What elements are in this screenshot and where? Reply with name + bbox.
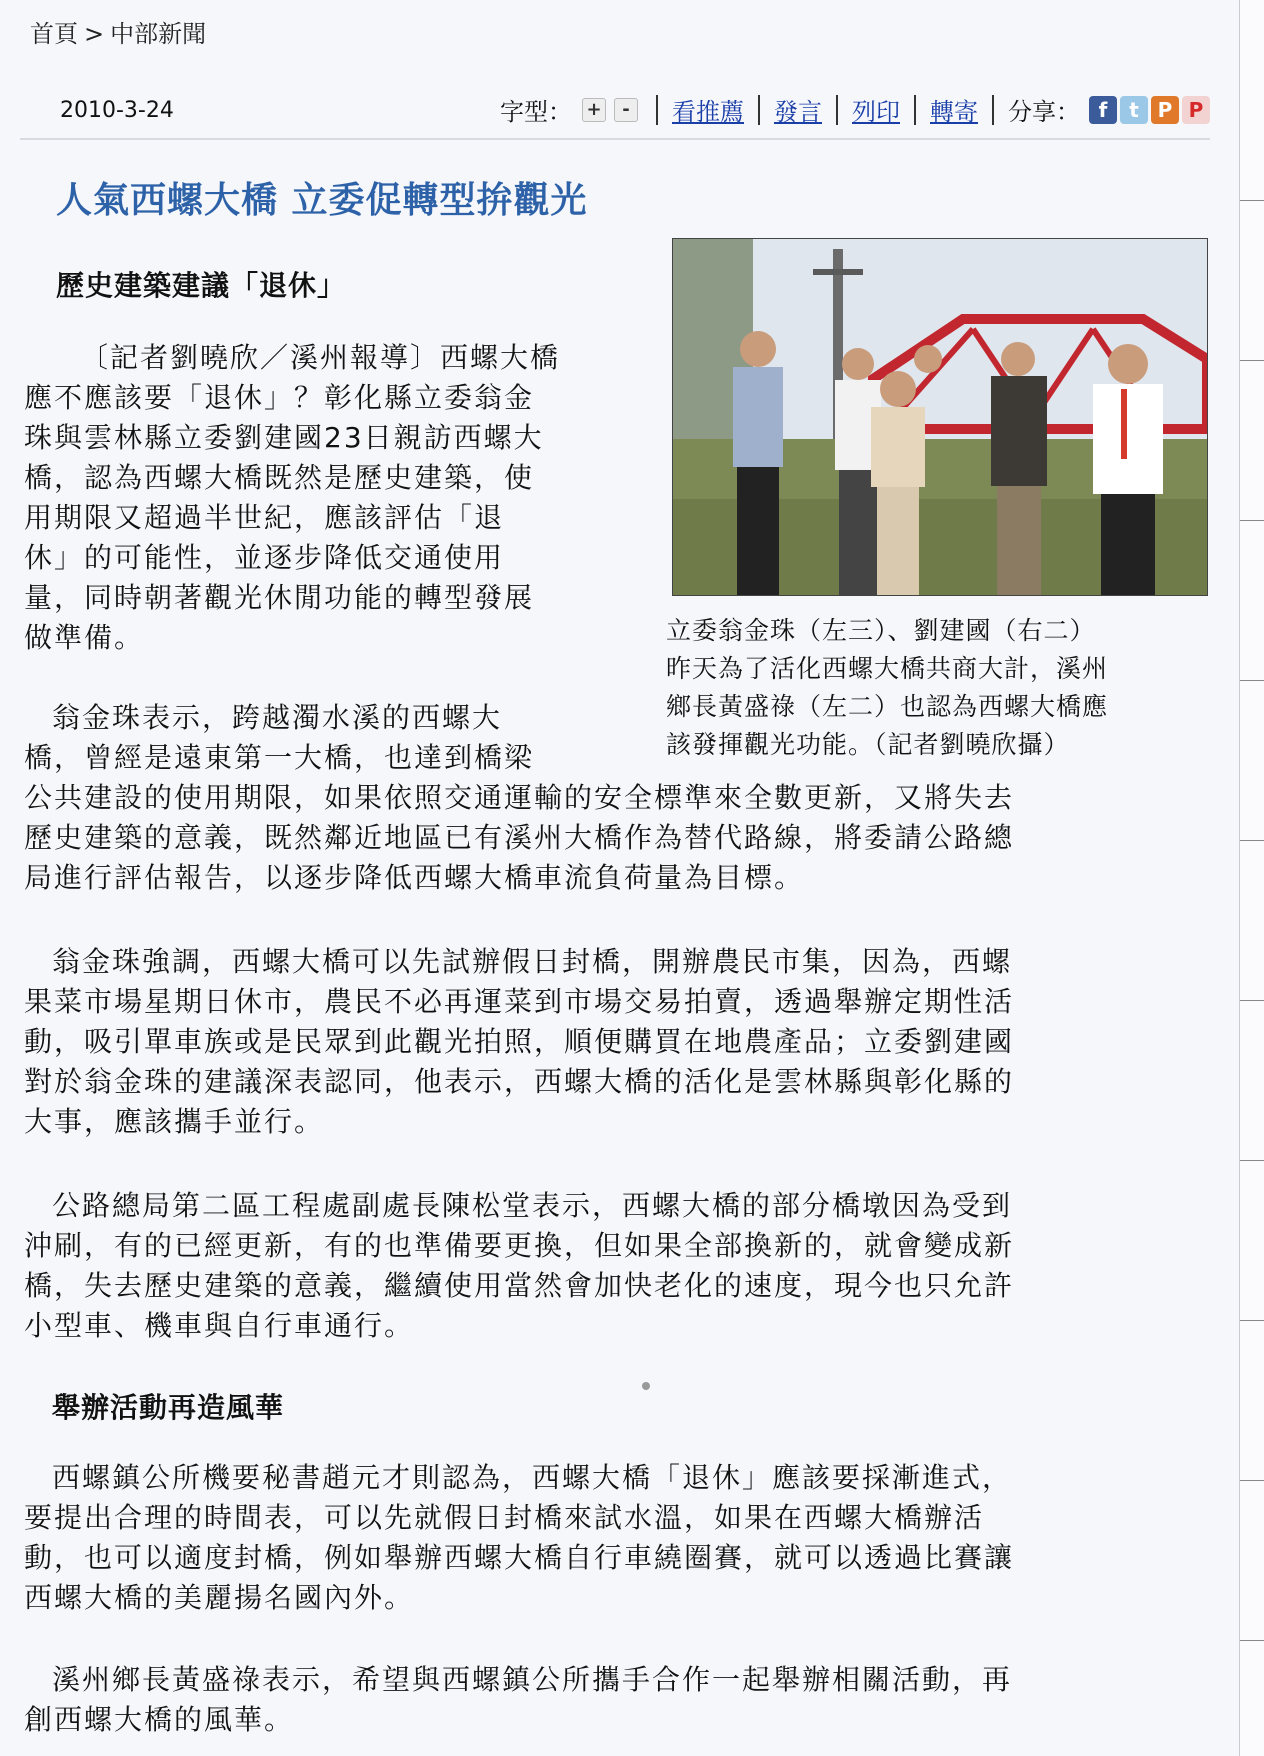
text-line: 對於翁金珠的建議深表認同，他表示，西螺大橋的活化是雲林縣與彰化縣的	[24, 1065, 1015, 1098]
text-line: 珠與雲林縣立委劉建國23日親訪西螺大	[24, 421, 544, 454]
edge-tick	[1240, 1320, 1264, 1321]
text-line: 歷史建築的意義，既然鄰近地區已有溪州大橋作為替代路線，將委請公路總	[24, 821, 1015, 854]
text-line: 沖刷，有的已經更新，有的也準備要更換，但如果全部換新的，就會變成新	[24, 1229, 1015, 1262]
p-icon[interactable]: P	[1182, 96, 1210, 124]
paragraph-1	[24, 338, 560, 658]
recommend-link[interactable]: 看推薦	[672, 98, 744, 126]
header-divider	[20, 138, 1210, 140]
page-edge-margin	[1239, 0, 1264, 1756]
text-line: 休」的可能性，並逐步降低交通使用	[24, 541, 505, 574]
text-line: 做準備。	[24, 621, 145, 654]
edge-tick	[1240, 520, 1264, 521]
text-line: 應不應該要「退休」？彰化縣立委翁金	[24, 381, 535, 414]
text-line: 動，也可以適度封橋，例如舉辦西螺大橋自行車繞圈賽，就可以透過比賽讓	[24, 1541, 1015, 1574]
subheading-2: 舉辦活動再造風華	[52, 1391, 285, 1424]
caption-line: 立委翁金珠（左三）、劉建國（右二）	[666, 616, 1096, 645]
comment-link[interactable]: 發言	[774, 98, 822, 126]
toolbar-divider	[836, 95, 838, 125]
edge-tick	[1240, 360, 1264, 361]
twitter-icon[interactable]: t	[1120, 96, 1148, 124]
paragraph-2	[24, 698, 1014, 898]
breadcrumb-separator: >	[84, 20, 105, 48]
text-line: 西螺鎮公所機要秘書趙元才則認為，西螺大橋「退休」應該要採漸進式，	[52, 1461, 1013, 1494]
text-line: 果菜市場星期日休市，農民不必再運菜到市場交易拍賣，透過舉辦定期性活	[24, 985, 1015, 1018]
toolbar-divider	[656, 95, 658, 125]
text-line: 局進行評估報告，以逐步降低西螺大橋車流負荷量為目標。	[24, 861, 805, 894]
facebook-icon[interactable]: f	[1089, 96, 1117, 124]
breadcrumb	[30, 14, 206, 49]
text-line: 公路總局第二區工程處副處長陳松堂表示，西螺大橋的部分橋墩因為受到	[52, 1189, 1013, 1222]
caption-line: 該發揮觀光功能。（記者劉曉欣攝）	[666, 730, 1070, 759]
paragraph-5	[24, 1458, 1014, 1618]
font-size-label: 字型：	[500, 98, 572, 126]
text-line: 量，同時朝著觀光休閒功能的轉型發展	[24, 581, 535, 614]
text-line: 動，吸引單車族或是民眾到此觀光拍照，順便購買在地農產品；立委劉建國	[24, 1025, 1015, 1058]
text-line: 翁金珠表示，跨越濁水溪的西螺大	[52, 701, 503, 734]
edge-tick	[1240, 200, 1264, 201]
caption-line: 鄉長黃盛祿（左二）也認為西螺大橋應	[666, 692, 1109, 721]
edge-tick	[1240, 1000, 1264, 1001]
text-line: 西螺大橋的美麗揚名國內外。	[24, 1581, 415, 1614]
share-label: 分享：	[1008, 98, 1080, 126]
subheading-1: 歷史建築建議「退休」	[56, 269, 347, 302]
text-line: 溪州鄉長黃盛祿表示，希望與西螺鎮公所攜手合作一起舉辦相關活動，再	[52, 1663, 1013, 1696]
text-line: 創西螺大橋的風華。	[24, 1703, 295, 1736]
text-line: 橋，曾經是遠東第一大橋，也達到橋梁	[24, 741, 535, 774]
text-line: 大事，應該攜手並行。	[24, 1105, 325, 1138]
article-photo	[672, 238, 1208, 596]
publish-date: 2010-3-24	[60, 98, 174, 123]
text-line: 用期限又超過半世紀，應該評估「退	[24, 501, 505, 534]
toolbar-divider	[992, 95, 994, 125]
article-toolbar	[0, 92, 1210, 132]
stray-mark	[642, 1382, 650, 1390]
edge-tick	[1240, 680, 1264, 681]
edge-tick	[1240, 1160, 1264, 1161]
text-line: 翁金珠強調，西螺大橋可以先試辦假日封橋，開辦農民市集，因為，西螺	[52, 945, 1013, 978]
text-line: 〔記者劉曉欣／溪州報導〕西螺大橋	[80, 341, 561, 374]
edge-tick	[1240, 1480, 1264, 1481]
breadcrumb-home-link[interactable]: 首頁	[30, 20, 78, 48]
paragraph-4	[24, 1186, 1014, 1346]
text-line: 要提出合理的時間表，可以先就假日封橋來試水溫，如果在西螺大橋辦活	[24, 1501, 985, 1534]
print-link[interactable]: 列印	[852, 98, 900, 126]
breadcrumb-section-link[interactable]: 中部新聞	[110, 20, 207, 48]
text-line: 橋，認為西螺大橋既然是歷史建築，使	[24, 461, 535, 494]
tool-links	[500, 92, 1210, 127]
text-line: 公共建設的使用期限，如果依照交通運輸的安全標準來全數更新，又將失去	[24, 781, 1015, 814]
edge-tick	[1240, 1640, 1264, 1641]
font-decrease-button[interactable]: -	[614, 98, 638, 122]
text-line: 橋，失去歷史建築的意義，繼續使用當然會加快老化的速度，現今也只允許	[24, 1269, 1015, 1302]
toolbar-divider	[758, 95, 760, 125]
paragraph-3	[24, 942, 1014, 1142]
article-title: 人氣西螺大橋 立委促轉型拚觀光	[56, 179, 588, 221]
paragraph-6	[24, 1660, 1012, 1740]
edge-tick	[1240, 840, 1264, 841]
text-line: 小型車、機車與自行車通行。	[24, 1309, 415, 1342]
plurk-icon[interactable]: P	[1151, 96, 1179, 124]
caption-line: 昨天為了活化西螺大橋共商大計，溪州	[666, 654, 1109, 683]
toolbar-divider	[914, 95, 916, 125]
forward-link[interactable]: 轉寄	[930, 98, 978, 126]
font-increase-button[interactable]: +	[582, 98, 606, 122]
bridge-photo-illustration	[673, 239, 1207, 595]
